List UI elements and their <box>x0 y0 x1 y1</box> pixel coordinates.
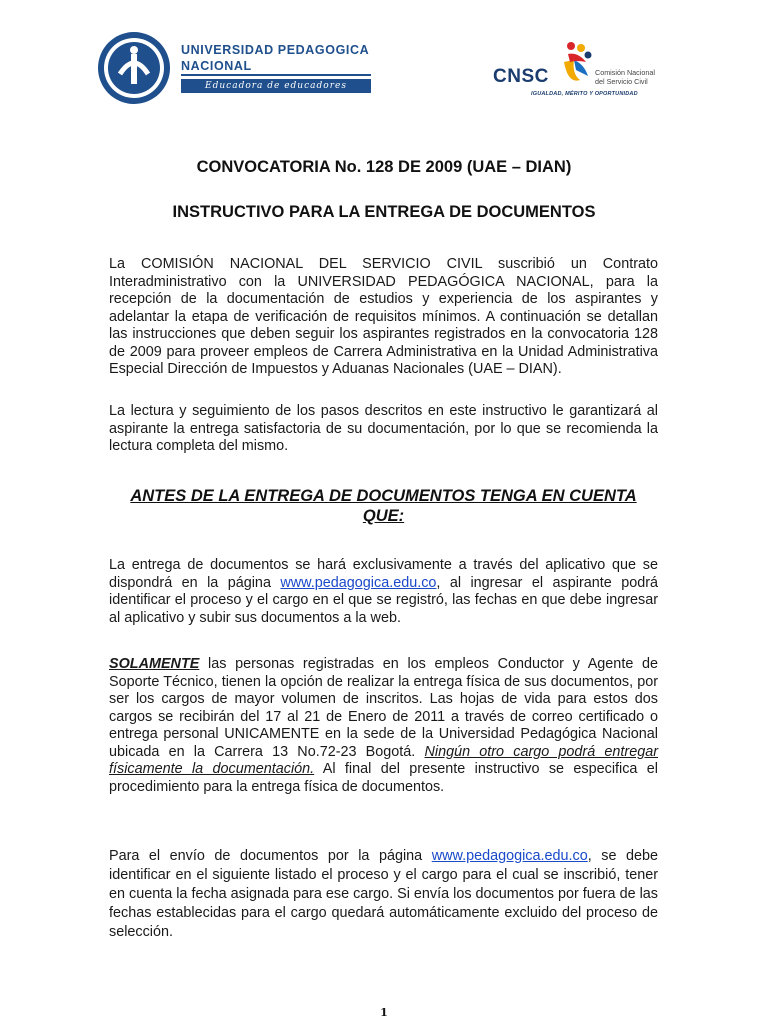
cnsc-full-line2: del Servicio Civil <box>595 77 648 86</box>
cnsc-emblem-icon <box>558 40 598 88</box>
page-number: 1 <box>380 1006 388 1019</box>
cnsc-slogan: IGUALDAD, MÉRITO Y OPORTUNIDAD <box>531 91 638 97</box>
cnsc-full-name <box>595 68 673 86</box>
cnsc-abbreviation: CNSC <box>493 66 549 87</box>
online-delivery-text-before: La entrega de documentos se hará exclusivamente a través del aplicativo que se dispondrá en la página <box>109 557 658 591</box>
university-logo <box>96 30 396 105</box>
web-submission-text-after: , se debe identificar en el siguiente listado el proceso y el cargo para el cual se inscribió, tener en cuenta la fecha asignada para ese cargo. Si envía los documentos por fuera de las fechas establecidas para el cargo quedará automáticamente excluido del proceso de selección. <box>109 848 658 940</box>
university-seal-icon <box>96 30 172 106</box>
university-name-line2: NACIONAL <box>181 59 252 73</box>
web-submission-text-before: Para el envío de documentos por la página <box>109 848 432 864</box>
intro-paragraph-1: La COMISIÓN NACIONAL DEL SERVICIO CIVIL suscribió un Contrato Interadministrativo con la UNIVERSIDAD PEDAGÓGICA NACIONAL, para la recepción de la documentación de estudios y experiencia de los aspirantes y adelantar la etapa de verificación de requisitos mínimos. A continuación se detallan las instrucciones que deben seguir los aspirantes registrados en la convocatoria 128 de 2009 para proveer empleos de Carrera Administrativa en la Unidad Administrativa Especial Dirección de Impuestos y Aduanas Nacionales (UAE – DIAN). <box>109 256 658 377</box>
physical-delivery-tail: Al final del presente instructivo se especifica el procedimiento para la entrega física de documentos. <box>109 761 658 795</box>
cnsc-full-line1: Comisión Nacional <box>595 68 655 77</box>
document-subtitle: INSTRUCTIVO PARA LA ENTREGA DE DOCUMENTOS <box>172 203 596 221</box>
pedagogica-website-link-2[interactable]: www.pedagogica.edu.co <box>431 848 588 864</box>
no-other-position-notice: Ningún otro cargo podrá entregar físicamente la documentación. <box>109 743 659 777</box>
university-rule <box>181 74 371 76</box>
university-name <box>181 42 391 74</box>
web-submission-paragraph <box>109 847 658 942</box>
online-delivery-text-after: , al ingresar el aspirante podrá identificar el proceso y el cargo en el que se registró, las fechas en que debe ingresar al aplicativo y subir sus documentos a la web. <box>109 574 658 626</box>
online-delivery-paragraph <box>109 557 658 627</box>
intro-paragraph-2: La lectura y seguimiento de los pasos descritos en este instructivo le garantizará al aspirante la entrega satisfactoria de su documentación, por lo que se recomienda la lectura completa del mismo. <box>109 403 658 454</box>
pedagogica-website-link[interactable]: www.pedagogica.edu.co <box>280 574 437 591</box>
cnsc-logo <box>493 40 673 102</box>
section-heading-text: ANTES DE LA ENTREGA DE DOCUMENTOS TENGA EN CUENTA QUE: <box>130 487 637 525</box>
section-heading <box>109 486 658 526</box>
physical-delivery-text: las personas registradas en los empleos Conductor y Agente de Soporte Técnico, tienen la opción de realizar la entrega física de sus documentos, por ser los cargos de mayor volumen de inscritos. Las hojas de vida para estos dos cargos se recibirán del 17 al 21 de Enero de 2011 a través de correo certificado o entrega personal UNICAMENTE en la sede de la Universidad Pedagógica Nacional ubicada en la Carrera 13 No.72-23 Bogotá. <box>109 656 658 760</box>
physical-delivery-paragraph <box>109 656 658 796</box>
university-tagline: Educadora de educadores <box>181 79 371 93</box>
document-title: CONVOCATORIA No. 128 DE 2009 (UAE – DIAN) <box>196 158 572 176</box>
university-name-line1: UNIVERSIDAD PEDAGOGICA <box>181 43 370 57</box>
solamente-emphasis: SOLAMENTE <box>109 656 200 672</box>
